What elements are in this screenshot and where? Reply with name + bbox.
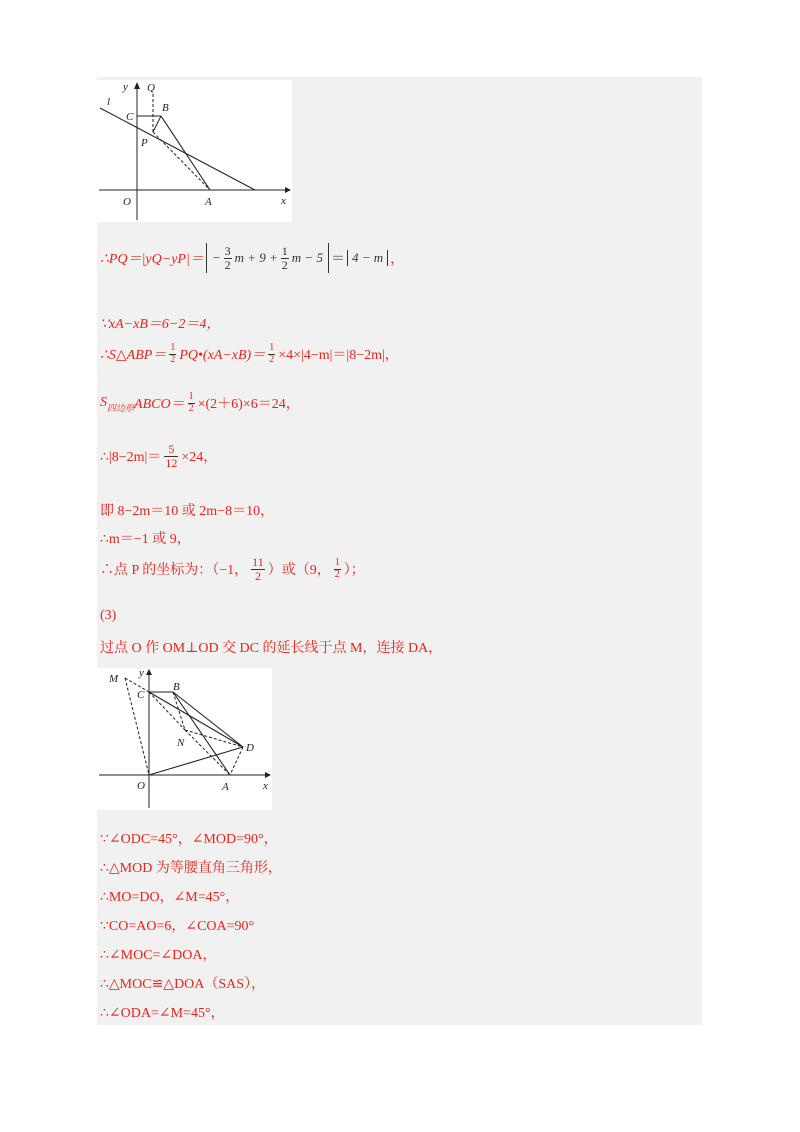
line-s-abco — [100, 392, 300, 414]
frac-1-2 — [169, 343, 176, 365]
figure-1 — [97, 80, 292, 222]
frac-1-2 — [281, 245, 289, 271]
fig1-label-x: x — [281, 195, 286, 207]
figure-1-graph — [97, 80, 292, 222]
s-abco-b: ×(2＋6)×6＝24， — [197, 397, 300, 412]
frac-num: 1 — [269, 342, 275, 353]
frac-den: 2 — [281, 257, 288, 272]
abs-expression — [206, 243, 329, 273]
frac-den: 2 — [170, 353, 176, 365]
line-pq-prefix: ∴PQ＝|yQ−yP|＝ — [100, 252, 204, 268]
fig2-label-y: y — [139, 668, 144, 679]
fig2-label-m: M — [109, 673, 119, 685]
fig1-label-p: P — [141, 137, 148, 149]
frac-num: 1 — [170, 342, 176, 353]
abs-b: m + 9 + — [234, 250, 278, 266]
line-m-values: ∴m＝−1 或 9， — [100, 532, 191, 547]
frac-den: 2 — [254, 568, 261, 583]
frac-1-2b — [268, 343, 275, 365]
line-isosceles: ∴△MOD 为等腰直角三角形， — [100, 861, 282, 876]
frac-den: 2 — [224, 257, 231, 272]
frac-den: 2 — [269, 353, 275, 365]
line-co-ao: ∵CO=AO=6，∠COA=90° — [100, 919, 255, 934]
fig2-label-a: A — [222, 781, 229, 793]
s-abco-a: ABCO＝ — [134, 397, 185, 412]
comma: ， — [390, 252, 405, 268]
line-part-3: (3) — [100, 608, 117, 623]
fig2-label-b: B — [173, 681, 180, 693]
p-coords-a: ∴点 P 的坐标为：（−1， — [100, 563, 249, 579]
line-equation: 即 8−2m＝10 或 2m−8＝10， — [100, 504, 275, 519]
figure-2-graph — [97, 668, 272, 810]
abs-4-m: 4 − m — [347, 250, 388, 266]
frac-num: 1 — [281, 244, 288, 258]
line-angle-odc: ∵∠ODC=45°，∠MOD=90°， — [100, 832, 278, 847]
line-xa-xb: ∵xA−xB＝6−2＝4， — [100, 317, 221, 332]
frac-den: 2 — [334, 568, 340, 580]
line-8-2m-a: ∴|8−2m|＝ — [100, 450, 162, 466]
line-moc-doa: ∴∠MOC=∠DOA， — [100, 948, 217, 963]
p-coords-c: ）； — [343, 563, 365, 579]
line-p-coords — [100, 556, 365, 582]
frac-num: 1 — [334, 557, 340, 569]
line-construction: 过点 O 作 OM⊥OD 交 DC 的延长线于点 M，连接 DA， — [100, 641, 443, 656]
frac-1-2 — [334, 558, 341, 580]
frac-den: 12 — [165, 455, 178, 470]
abs-c: m − 5 — [291, 250, 323, 266]
line-mo-do: ∴MO=DO，∠M=45°， — [100, 890, 240, 905]
p-coords-b: ）或（9， — [267, 563, 331, 579]
frac-num: 5 — [168, 442, 175, 456]
s-letter: S — [100, 395, 107, 410]
line-8-2m-b: ×24， — [181, 450, 218, 466]
figure-2 — [97, 668, 272, 810]
s-abp-c: ×4×|4−m|＝|8−2m|， — [278, 348, 399, 363]
frac-5-12 — [164, 443, 178, 469]
frac-1-2 — [188, 392, 195, 414]
frac-num: 11 — [252, 555, 264, 569]
fig2-label-n: N — [177, 737, 185, 749]
fig1-label-o: O — [123, 196, 131, 208]
fig2-label-d: D — [246, 742, 254, 754]
frac-11-2 — [251, 556, 265, 582]
line-s-abp — [100, 343, 399, 365]
s-abp-b: PQ•(xA−xB)＝ — [179, 348, 266, 363]
line-8-2m — [100, 443, 217, 469]
frac-num: 1 — [188, 391, 194, 402]
fig2-label-o: O — [137, 780, 145, 792]
frac-3-2 — [224, 245, 232, 271]
fig2-label-x: x — [263, 780, 268, 792]
frac-den: 2 — [188, 402, 194, 414]
eq-mid: ＝ — [330, 252, 345, 268]
frac-num: 3 — [224, 244, 231, 258]
fig1-label-b: B — [162, 102, 169, 114]
line-oda-m: ∴∠ODA=∠M=45°， — [100, 1006, 225, 1021]
fig1-label-q: Q — [147, 82, 155, 94]
s-abp-a: ∴S△ABP＝ — [100, 348, 167, 363]
subscript: 四边形 — [107, 402, 135, 413]
abs-a: − — [211, 250, 221, 266]
fig1-label-y: y — [123, 81, 128, 93]
fig1-label-a: A — [205, 196, 212, 208]
fig2-label-c: C — [137, 689, 145, 701]
fig1-label-l: l — [107, 96, 111, 108]
line-congruent: ∴△MOC≌△DOA（SAS）， — [100, 977, 266, 992]
fig1-label-c: C — [126, 111, 134, 123]
line-pq — [100, 243, 404, 273]
